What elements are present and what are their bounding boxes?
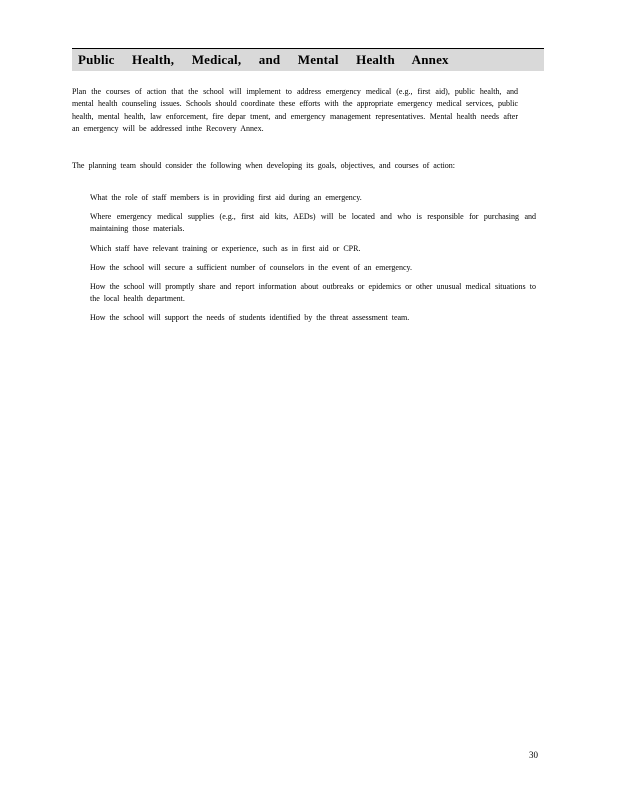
list-item <box>72 192 536 204</box>
list-item-text: How the school will support the needs of students identified by the threat assessment team. <box>90 313 410 323</box>
list-item <box>72 312 536 324</box>
list-item-text: What the role of staff members is in providing first aid during an emergency. <box>90 193 362 202</box>
intro-paragraph: Plan the courses of action that the school will implement to address emergency medical (e.g., first aid), public health, and mental health counseling issues. Schools should coordinate these efforts with the appropriate emergency medical services, public health, mental health, law enforcement, fire depar tment, and emergency management representatives. Mental health needs after an emergency will be addressed inthe Recovery Annex. <box>72 87 518 133</box>
list-item-text: How the school will secure a sufficient number of counselors in the event of an emergency. <box>90 262 412 272</box>
list-item <box>72 281 536 305</box>
page-number: 30 <box>529 750 538 760</box>
list-item <box>72 243 536 255</box>
list-item <box>72 211 536 235</box>
considerations-list <box>72 192 536 332</box>
list-item-text: Which staff have relevant training or experience, such as in first aid or CPR. <box>90 243 361 253</box>
list-item-text: Where emergency medical supplies (e.g., first aid kits, AEDs) will be located and who is responsible for purchasing and maintaining those materials. <box>90 212 536 234</box>
annex-title: Public Health, Medical, and Mental Health Annex <box>78 52 449 67</box>
annex-header-band <box>72 48 544 71</box>
planning-paragraph: The planning team should consider the following when developing its goals, objectives, and courses of action: <box>72 161 456 170</box>
list-item <box>72 262 536 274</box>
list-item-text: How the school will promptly share and report information about outbreaks or epidemics or other unusual medical situations to the local health department. <box>90 282 536 304</box>
